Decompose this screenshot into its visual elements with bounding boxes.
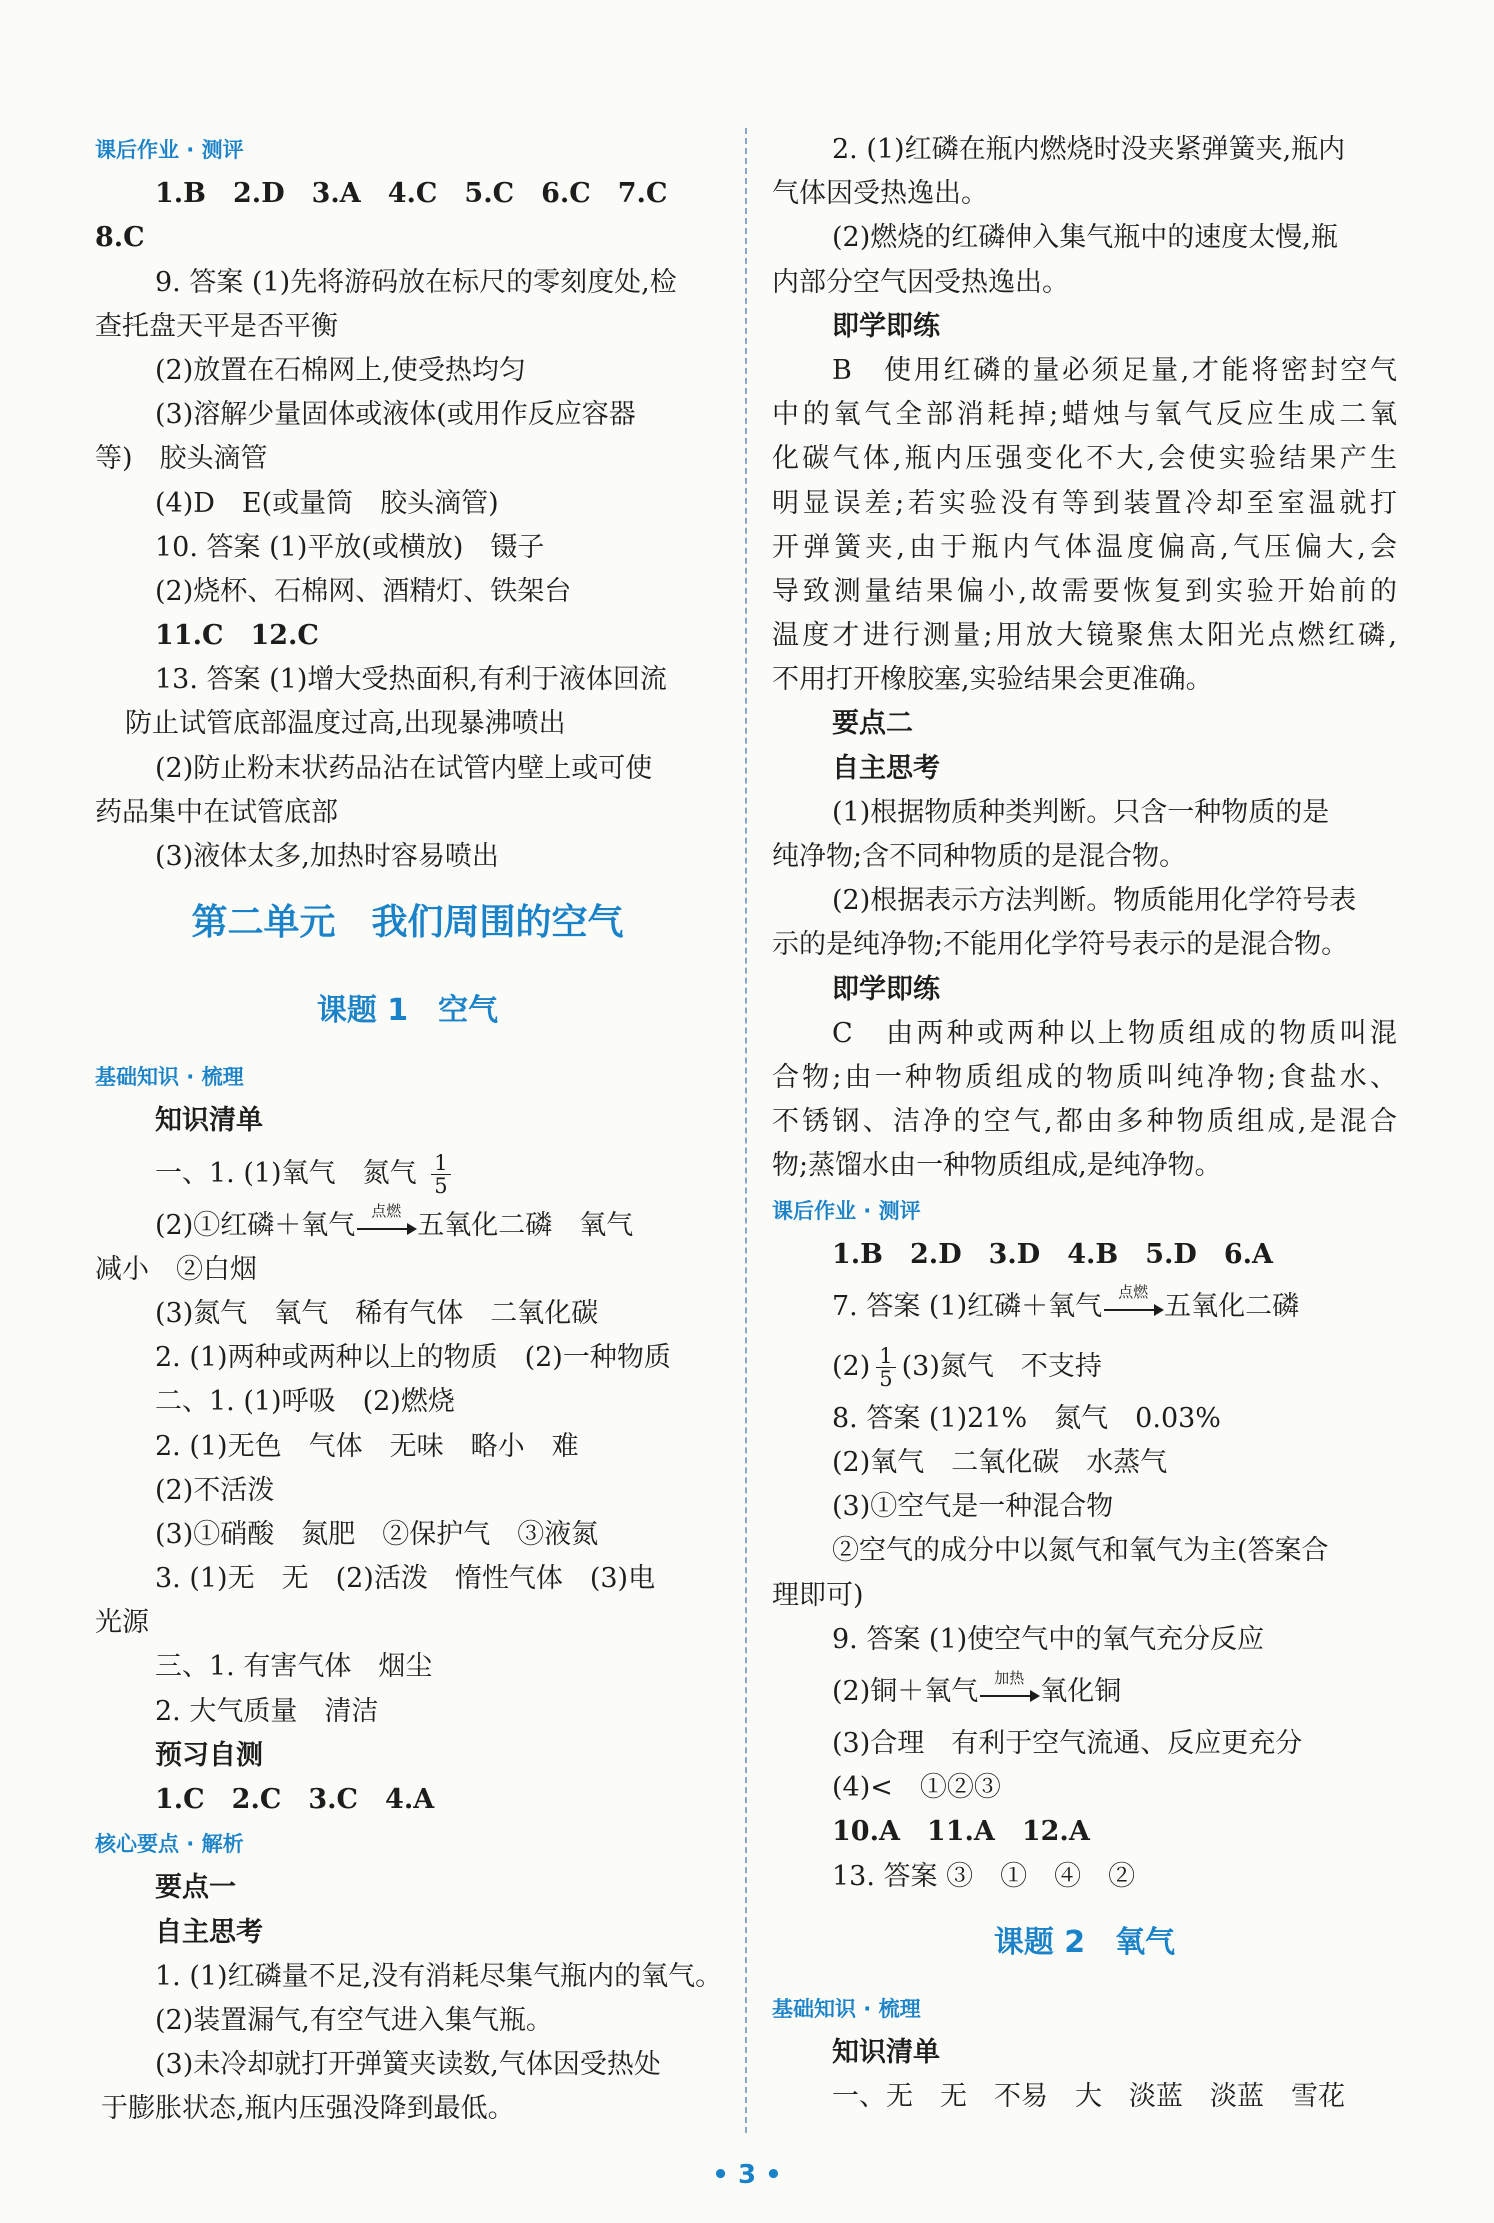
left-column: [95, 128, 723, 2132]
answer-line: 1.B 2.D 3.D 4.B 5.D 6.A: [832, 1238, 1273, 1270]
equation-products: 五氧化二磷: [1164, 1290, 1300, 1322]
fraction: [431, 1152, 450, 1197]
think-line: (2)根据表示方法判断。物质能用化学符号表: [832, 885, 1357, 917]
equation-line: [772, 1662, 1397, 1722]
section-label-core: 核心要点 · 解析: [95, 1832, 244, 1857]
knowledge-line: 减小 ②白烟: [95, 1253, 257, 1285]
unit-title: 第二单元 我们周围的空气: [191, 902, 624, 944]
answer-line: 气体因受热逸出。: [772, 178, 988, 210]
reaction-arrow: [1104, 1283, 1162, 1311]
section-label-homework: 课后作业 · 测评: [95, 138, 244, 162]
answer-line: (3)溶解少量固体或液体(或用作反应容器: [155, 399, 636, 431]
fraction-denominator: 5: [434, 1173, 448, 1198]
knowledge-line: 光源: [95, 1607, 149, 1639]
answer-line: (3)合理 有利于空气流通、反应更充分: [832, 1728, 1303, 1759]
equation-products: 五氧化二磷 氧气: [417, 1209, 634, 1241]
reaction-arrow: [357, 1202, 415, 1230]
knowledge-line: 3. (1)无 无 (2)活泼 惰性气体 (3)电: [155, 1563, 656, 1595]
answer-line: (2)燃烧的红磷伸入集气瓶中的速度太慢,瓶: [832, 222, 1338, 254]
knowledge-line: 2. 大气质量 清洁: [155, 1695, 379, 1727]
subheading: 知识清单: [155, 1105, 263, 1137]
subheading: 要点二: [832, 708, 913, 740]
answer-line: (3)液体太多,加热时容易喷出: [155, 841, 499, 872]
knowledge-line: 2. (1)无色 气体 无味 略小 难: [155, 1430, 579, 1462]
think-line: (2)装置漏气,有空气进入集气瓶。: [155, 2004, 553, 2036]
explanation-line: C 由两种或两种以上物质组成的物质叫混: [832, 1017, 1397, 1049]
explanation-line: 不用打开橡胶塞,实验结果会更准确。: [772, 664, 1213, 696]
fraction-denominator: 5: [879, 1366, 893, 1391]
explanation-line: 不锈钢、洁净的空气,都由多种物质组成,是混合: [772, 1106, 1397, 1138]
reaction-condition: 点燃: [371, 1202, 402, 1221]
answer-line: 8.C: [95, 222, 145, 254]
section-label-basic: 基础知识 · 梳理: [95, 1065, 244, 1090]
answer-line: 理即可): [772, 1579, 864, 1611]
reaction-condition: 点燃: [1118, 1283, 1149, 1302]
answer-line: (3)①空气是一种混合物: [832, 1491, 1114, 1523]
answer-line: 药品集中在试管底部: [95, 796, 338, 828]
answer-line: 查托盘天平是否平衡: [95, 310, 338, 342]
subheading: 知识清单: [832, 2036, 940, 2068]
page-number: • 3 •: [712, 2160, 782, 2190]
fraction-numerator: 1: [431, 1152, 450, 1175]
knowledge-line: (3)氮气 氧气 稀有气体 二氧化碳: [155, 1297, 599, 1329]
equation-reactants: (2)铜＋氧气: [832, 1676, 979, 1707]
answer-line: (4)D E(或量筒 胶头滴管): [155, 487, 499, 519]
explanation-line: 化碳气体,瓶内压强变化不大,会使实验结果产生: [772, 443, 1397, 475]
answer-line: 11.C 12.C: [155, 620, 319, 652]
answer-line: [772, 1337, 1397, 1397]
answer-line: 防止试管底部温度过高,出现暴沸喷出: [125, 708, 566, 740]
explanation-line: 明显误差;若实验没有等到装置冷却至室温就打: [772, 487, 1397, 519]
answer-line: 内部分空气因受热逸出。: [772, 266, 1069, 298]
explanation-line: 物;蒸馏水由一种物质组成,是纯净物。: [772, 1150, 1222, 1182]
fraction-numerator: 1: [876, 1345, 895, 1368]
answer-line: 等) 胶头滴管: [95, 443, 268, 475]
answer-line: (2)防止粉末状药品沾在试管内壁上或可使: [155, 752, 653, 784]
answer-line: 1.B 2.D 3.A 4.C 5.C 6.C 7.C: [155, 178, 668, 210]
knowledge-line: (3)①硝酸 氮肥 ②保护气 ③液氮: [155, 1518, 599, 1550]
equation-products: 氧化铜: [1040, 1676, 1122, 1707]
equation-line: [95, 1204, 720, 1248]
column-divider: [745, 128, 747, 2133]
answer-line: 13. 答案 ③ ① ④ ②: [832, 1860, 1136, 1892]
explanation-line: 开弹簧夹,由于瓶内气体温度偏高,气压偏大,会: [772, 531, 1397, 563]
think-line: 纯净物;含不同种物质的是混合物。: [772, 841, 1187, 872]
answer-text: (2): [832, 1350, 871, 1382]
explanation-line: 温度才进行测量;用放大镜聚焦太阳光点燃红磷,: [772, 620, 1397, 652]
answer-line: ②空气的成分中以氮气和氧气为主(答案合: [832, 1535, 1329, 1567]
think-line: 示的是纯净物;不能用化学符号表示的是混合物。: [772, 929, 1349, 961]
explanation-line: B 使用红磷的量必须足量,才能将密封空气: [832, 354, 1397, 386]
answer-line: 1.C 2.C 3.C 4.A: [155, 1784, 435, 1815]
answer-line: 8. 答案 (1)21% 氮气 0.03%: [832, 1402, 1221, 1434]
lesson-title: 课题 1 空气: [316, 993, 499, 1029]
answer-line: 9. 答案 (1)使空气中的氧气充分反应: [832, 1623, 1265, 1655]
answer-line: 9. 答案 (1)先将游码放在标尺的零刻度处,检: [155, 266, 677, 298]
subheading: 要点一: [155, 1872, 236, 1904]
knowledge-line: [95, 1144, 720, 1204]
knowledge-line: 2. (1)两种或两种以上的物质 (2)一种物质: [155, 1342, 671, 1374]
knowledge-line: 一、无 无 不易 大 淡蓝 淡蓝 雪花: [832, 2081, 1345, 2113]
equation-reactants: 7. 答案 (1)红磷＋氧气: [832, 1290, 1103, 1322]
subheading: 自主思考: [832, 752, 940, 784]
answer-line: (2)放置在石棉网上,使受热均匀: [155, 354, 526, 386]
answer-line: (2)烧杯、石棉网、酒精灯、铁架台: [155, 575, 572, 607]
knowledge-line: 二、1. (1)呼吸 (2)燃烧: [155, 1386, 455, 1418]
section-label-basic: 基础知识 · 梳理: [772, 1996, 921, 2021]
answer-line: 10.A 11.A 12.A: [832, 1816, 1090, 1848]
answer-line: 10. 答案 (1)平放(或横放) 镊子: [155, 531, 545, 563]
answer-line: (2)氧气 二氧化碳 水蒸气: [832, 1447, 1168, 1479]
knowledge-line: 三、1. 有害气体 烟尘: [155, 1651, 433, 1683]
think-line: (1)根据物质种类判断。只含一种物质的是: [832, 796, 1330, 828]
answer-line: 2. (1)红磷在瓶内燃烧时没夹紧弹簧夹,瓶内: [832, 134, 1346, 165]
subheading: 自主思考: [155, 1916, 263, 1948]
equation-reactants: (2)①红磷＋氧气: [155, 1209, 356, 1241]
subheading: 即学即练: [832, 310, 940, 342]
answer-text: (3)氮气 不支持: [901, 1350, 1102, 1382]
think-line: (3)未冷却就打开弹簧夹读数,气体因受热处: [155, 2049, 661, 2081]
knowledge-line: (2)不活泼: [155, 1474, 275, 1506]
think-line: 1. (1)红磷量不足,没有消耗尽集气瓶内的氧气。: [155, 1960, 723, 1992]
think-line: 于膨胀状态,瓶内压强没降到最低。: [101, 2093, 515, 2125]
explanation-line: 中的氧气全部消耗掉;蜡烛与氧气反应生成二氧: [772, 399, 1397, 431]
answer-line: (4)< ①②③: [832, 1772, 1001, 1804]
knowledge-text: 一、1. (1)氧气 氮气: [155, 1157, 417, 1189]
answer-line: 13. 答案 (1)增大受热面积,有利于液体回流: [155, 664, 667, 696]
explanation-line: 导致测量结果偏小,故需要恢复到实验开始前的: [772, 575, 1397, 607]
reaction-arrow: [980, 1668, 1038, 1697]
subheading: 即学即练: [832, 973, 940, 1005]
subheading: 预习自测: [155, 1739, 263, 1771]
right-column: [772, 128, 1397, 2119]
reaction-condition: 加热: [994, 1668, 1025, 1687]
lesson-title: 课题 2 氧气: [993, 1924, 1176, 1960]
explanation-line: 合物;由一种物质组成的物质叫纯净物;食盐水、: [772, 1061, 1397, 1093]
section-label-homework: 课后作业 · 测评: [772, 1198, 921, 1223]
fraction: [876, 1345, 895, 1390]
equation-line: [772, 1277, 1397, 1337]
